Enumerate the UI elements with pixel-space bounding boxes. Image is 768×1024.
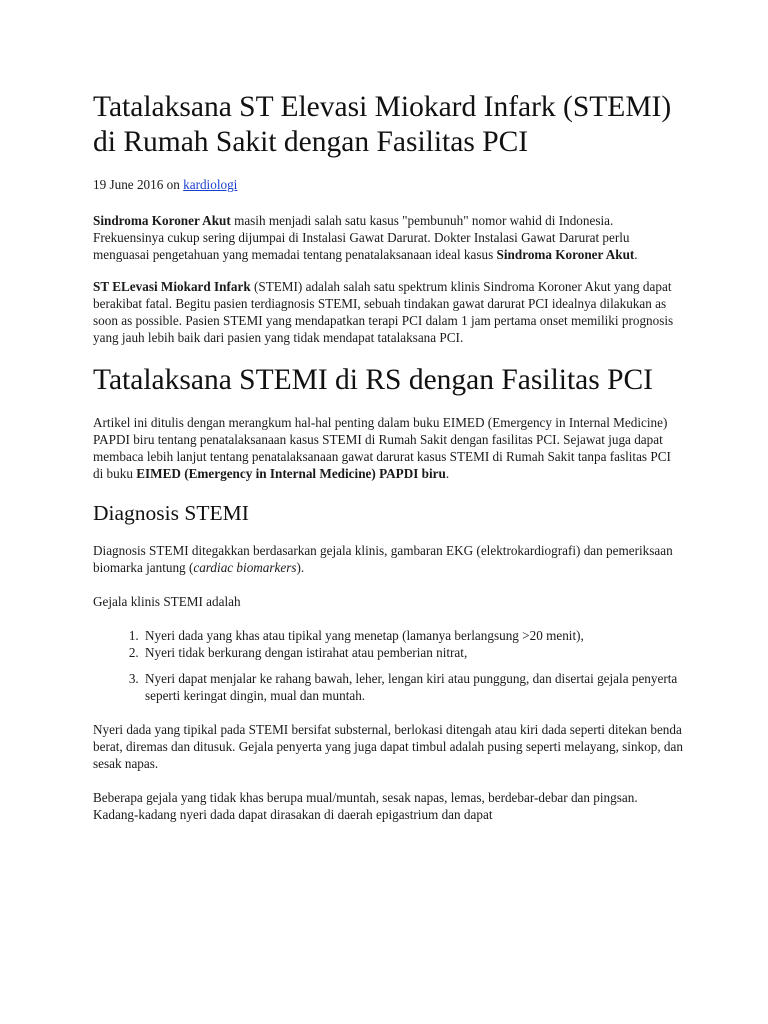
bold-term: ST ELevasi Miokard Infark (93, 279, 251, 294)
bold-term: Sindroma Koroner Akut (496, 247, 635, 262)
bold-term: Sindroma Koroner Akut (93, 213, 231, 228)
article-content (93, 90, 683, 840)
stemi-text: (STEMI) adalah salah satu spektrum klinis Sindroma Koroner Akut yang dapat berakibat fatal. Begitu pasien terdiagnosis STEMI, sebuah tindakan gawat darurat PCI idealnya dilakukan as soon as possible. Pasien STEMI yang mendapatkan terapi PCI dalam 1 jam pertama onset memiliki prognosis yang jauh lebih baik dari pasien yang tidak mendapat tatalaksana PCI. (93, 279, 674, 345)
diagnosis-paragraph (93, 542, 683, 576)
list-item: 3. Nyeri dapat menjalar ke rahang bawah, leher, lengan kiri atau punggung, dan disertai gejala penyerta seperti keringat dingin, mual dan muntah. (142, 670, 683, 704)
symptoms-intro: Gejala klinis STEMI adalah (93, 594, 241, 609)
intro-end: . (634, 247, 638, 262)
intro-paragraph (93, 212, 683, 263)
italic-term: cardiac biomarkers (193, 560, 297, 575)
article-title: Tatalaksana ST Elevasi Miokard Infark (STEMI) di Rumah Sakit dengan Fasilitas PCI (93, 91, 672, 158)
symptoms-list (93, 627, 683, 704)
list-item: 1. Nyeri dada yang khas atau tipikal yang menetap (lamanya berlangsung >20 menit), (142, 627, 683, 644)
section1-paragraph (93, 414, 683, 482)
section-heading-diagnosis: Diagnosis STEMI (93, 501, 249, 525)
stemi-paragraph (93, 278, 683, 346)
meta-on: on (163, 177, 184, 192)
typical-pain-paragraph: Nyeri dada yang tipikal pada STEMI bersifat substernal, berlokasi ditengah atau kiri dada seperti ditekan benda berat, diremas dan ditusuk. Gejala penyerta yang juga dapat timbul adalah pusing seperti melayang, sinkop, dan sesak napas. (93, 722, 683, 771)
post-date: 19 June 2016 (93, 177, 164, 192)
section1-end: . (445, 466, 450, 481)
bold-term: EIMED (Emergency in Internal Medicine) PAPDI biru (136, 466, 446, 481)
atypical-symptoms-paragraph: Beberapa gejala yang tidak khas berupa mual/muntah, sesak napas, lemas, berdebar-debar dan pingsan. Kadang-kadang nyeri dada dapat dirasakan di daerah epigastrium dan dapat (93, 790, 638, 822)
post-meta (93, 176, 683, 193)
section1-text: Artikel ini ditulis dengan merangkum hal-hal penting dalam buku EIMED (Emergency in Internal Medicine) PAPDI biru tentang penatalaksanaan kasus STEMI di Rumah Sakit dengan fasilitas PCI. Sejawat juga dapat membaca lebih lanjut tentang penatalaksanaan gawat darurat kasus STEMI di Rumah Sakit tanpa faslitas PCI di buku (93, 415, 671, 481)
section-heading-tatalaksana: Tatalaksana STEMI di RS dengan Fasilitas PCI (93, 364, 654, 396)
intro-text: masih menjadi salah satu kasus "pembunuh" nomor wahid di Indonesia. Frekuensinya cukup sering dijumpai di Instalasi Gawat Darurat. Dokter Instalasi Gawat Darurat perlu menguasai pengetahuan yang memadai tentang penatalaksanaan ideal kasus (93, 213, 630, 262)
list-item: 2. Nyeri tidak berkurang dengan istirahat atau pemberian nitrat, (142, 644, 683, 661)
category-link[interactable]: kardiologi (183, 177, 238, 192)
diagnosis-end: ). (296, 560, 305, 575)
diagnosis-text: Diagnosis STEMI ditegakkan berdasarkan gejala klinis, gambaran EKG (elektrokardiografi) dan pemeriksaan biomarka jantung ( (93, 543, 673, 575)
